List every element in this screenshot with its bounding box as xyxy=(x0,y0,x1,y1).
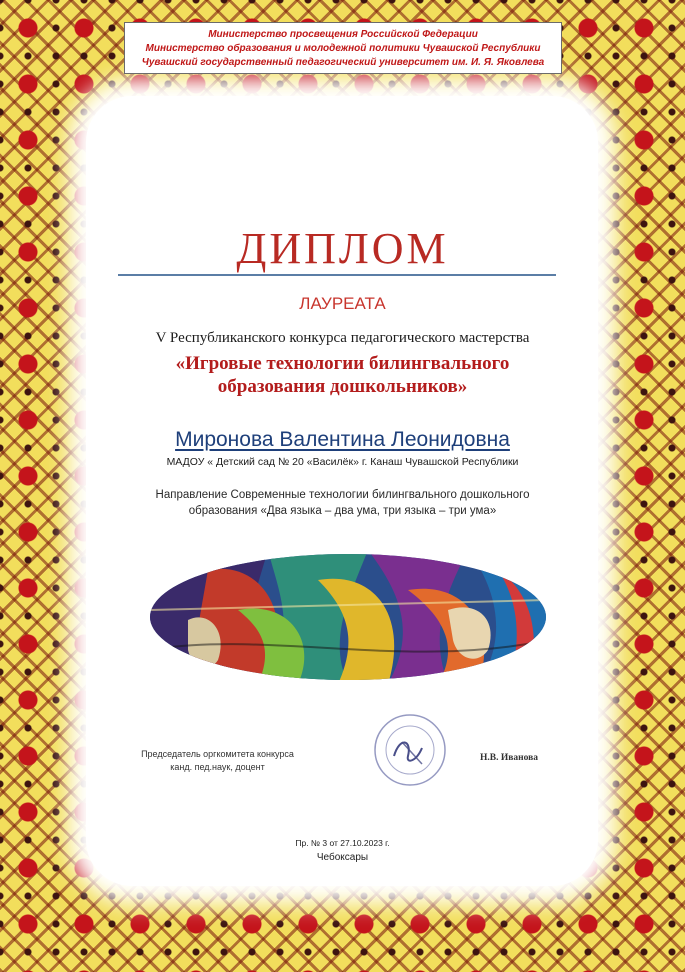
title-divider xyxy=(118,274,556,276)
chairman-title xyxy=(130,748,305,774)
header-line-2: Министерство образования и молодежной политики Чувашской Республики xyxy=(145,42,541,54)
contest-name: V Республиканского конкурса педагогического мастерства xyxy=(155,330,530,346)
recipient-name: Миронова Валентина Леонидовна xyxy=(175,428,510,451)
signer-name: Н.В. Иванова xyxy=(480,753,538,763)
diploma-title: ДИПЛОМ xyxy=(236,224,449,273)
recipient-organization: МАДОУ « Детский сад № 20 «Василёк» г. Канаш Чувашской Республики xyxy=(166,456,519,468)
header-line-1: Министерство просвещения Российской Федерации xyxy=(208,28,478,40)
protocol-number: Пр. № 3 от 27.10.2023 г. xyxy=(295,838,390,848)
stamp-seal xyxy=(372,712,448,788)
contest-direction: Направление Современные технологии билингвального дошкольного образования «Два языка – два ума, три языка – три ума» xyxy=(155,489,530,517)
diploma-subtitle: ЛАУРЕАТА xyxy=(299,294,386,313)
contest-theme: «Игровые технологии билингвального образования дошкольников» xyxy=(175,353,510,397)
chairman-line-2: канд. пед.наук, доцент xyxy=(170,762,265,772)
chairman-line-1: Председатель оргкомитета конкурса xyxy=(141,749,294,759)
header-line-3: Чувашский государственный педагогический университет им. И. Я. Яковлева xyxy=(141,56,545,68)
city-name: Чебоксары xyxy=(316,852,369,863)
ministry-header xyxy=(124,22,562,74)
decorative-artwork xyxy=(148,550,548,684)
